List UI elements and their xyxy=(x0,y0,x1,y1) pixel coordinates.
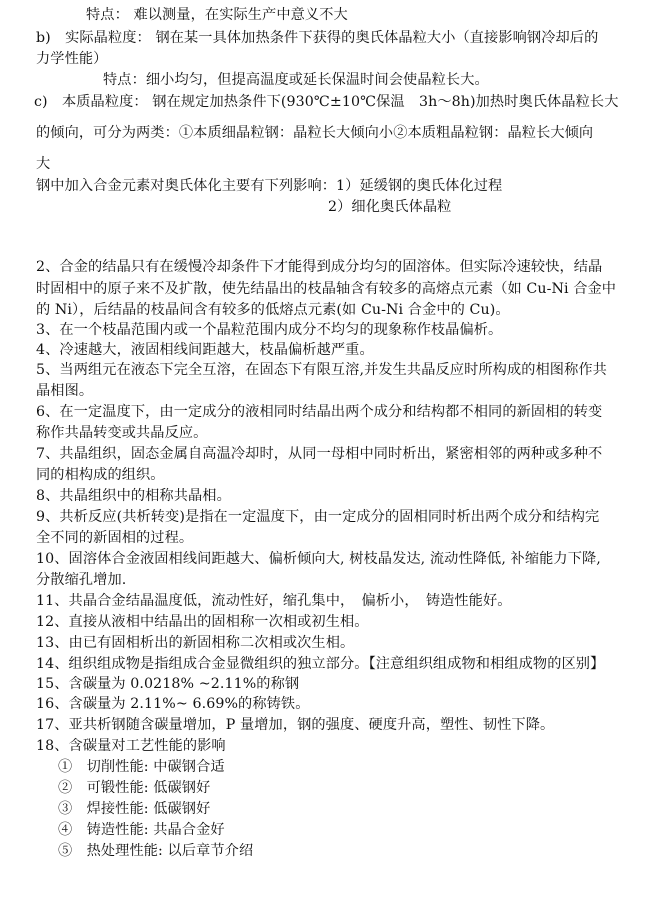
item-5-line-2: 晶相图。 xyxy=(36,383,94,399)
item-2-line-2: 时固相中的原子来不及扩散，使先结晶出的枝晶轴含有较多的高熔点元素（如 Cu-Ni 合金中 xyxy=(36,281,617,297)
item-16: 16、含碳量为 2.11%~ 6.69%的称铸铁。 xyxy=(36,696,310,712)
item-17: 17、亚共析钢随含碳量增加，P 量增加，钢的强度、硬度升高，塑性、韧性下降。 xyxy=(36,717,555,733)
sub-item-3: ③ 焊接性能: 低碳钢好 xyxy=(58,801,211,817)
item-c-line-2: 的倾向，可分为两类：①本质细晶粒钢：晶粒长大倾向小②本质粗晶粒钢：晶粒长大倾向 xyxy=(36,125,594,141)
item-6-line-1: 6、在一定温度下，由一定成分的液相同时结晶出两个成分和结构都不相同的新固相的转变 xyxy=(36,404,603,420)
item-15: 15、含碳量为 0.0218% ~2.11%的称钢 xyxy=(36,676,300,692)
alloy-effect-line-2: 2）细化奥氏体晶粒 xyxy=(328,199,452,215)
sub-item-5: ⑤ 热处理性能: 以后章节介绍 xyxy=(58,843,254,859)
item-14: 14、组织组成物是指组成合金显微组织的独立部分。【注意组织组成物和相组成物的区别】 xyxy=(36,656,605,672)
feature-text-2: 特点：细小均匀，但提高温度或延长保温时间会使晶粒长大。 xyxy=(103,72,489,88)
item-b-line-2: 力学性能） xyxy=(36,51,108,67)
item-5-line-1: 5、当两组元在液态下完全互溶，在固态下有限互溶,并发生共晶反应时所构成的相图称作共 xyxy=(36,362,607,378)
item-c-line-1: c) 本质晶粒度： 钢在规定加热条件下(930℃±10℃保温 3h～8h)加热时奥氏体晶粒长大 xyxy=(34,94,619,110)
sub-item-2: ② 可锻性能: 低碳钢好 xyxy=(58,780,211,796)
item-9-line-2: 全不同的新固相的过程。 xyxy=(36,530,194,546)
item-4: 4、冷速越大，液固相线间距越大，枝晶偏析越严重。 xyxy=(36,342,374,358)
item-12: 12、直接从液相中结晶出的固相称一次相或初生相。 xyxy=(36,614,369,630)
item-18: 18、含碳量对工艺性能的影响 xyxy=(36,738,226,754)
item-2-line-3: 的 Ni），后结晶的枝晶间含有较多的低熔点元素(如 Cu-Ni 合金中的 Cu)。 xyxy=(36,302,510,318)
feature-text-1: 特点： 难以测量，在实际生产中意义不大 xyxy=(86,7,348,23)
item-2-line-1: 2、合金的结晶只有在缓慢冷却条件下才能得到成分均匀的固溶体。但实际冷速较快，结晶 xyxy=(36,259,603,275)
item-c-line-3: 大 xyxy=(36,156,51,172)
item-6-line-2: 称作共晶转变或共晶反应。 xyxy=(36,425,208,441)
item-9-line-1: 9、共析反应(共析转变)是指在一定温度下，由一定成分的固相同时析出两个成分和结构完 xyxy=(36,509,600,525)
item-10-line-1: 10、固溶体合金液固相线间距越大、偏析倾向大, 树枝晶发达, 流动性降低, 补缩能力下降, xyxy=(36,551,601,567)
item-8: 8、共晶组织中的相称共晶相。 xyxy=(36,488,231,504)
item-10-line-2: 分散缩孔增加. xyxy=(36,572,127,588)
sub-item-1: ① 切削性能: 中碳钢合适 xyxy=(58,759,225,775)
item-7-line-1: 7、共晶组织，固态金属自高温冷却时，从同一母相中同时析出，紧密相邻的两种或多种不 xyxy=(36,446,603,462)
alloy-effect-line-1: 钢中加入合金元素对奥氏体化主要有下列影响：1）延缓钢的奥氏体化过程 xyxy=(36,178,503,194)
item-7-line-2: 同的相构成的组织。 xyxy=(36,467,165,483)
item-11: 11、共晶合金结晶温度低，流动性好，缩孔集中， 偏析小， 铸造性能好。 xyxy=(36,593,512,609)
sub-item-4: ④ 铸造性能: 共晶合金好 xyxy=(58,822,225,838)
item-13: 13、由已有固相析出的新固相称二次相或次生相。 xyxy=(36,635,355,651)
item-b-line-1: b) 实际晶粒度： 钢在某一具体加热条件下获得的奥氏体晶粒大小（直接影响钢冷却后的 xyxy=(36,30,599,46)
item-3: 3、在一个枝晶范围内或一个晶粒范围内成分不均匀的现象称作枝晶偏析。 xyxy=(36,322,503,338)
